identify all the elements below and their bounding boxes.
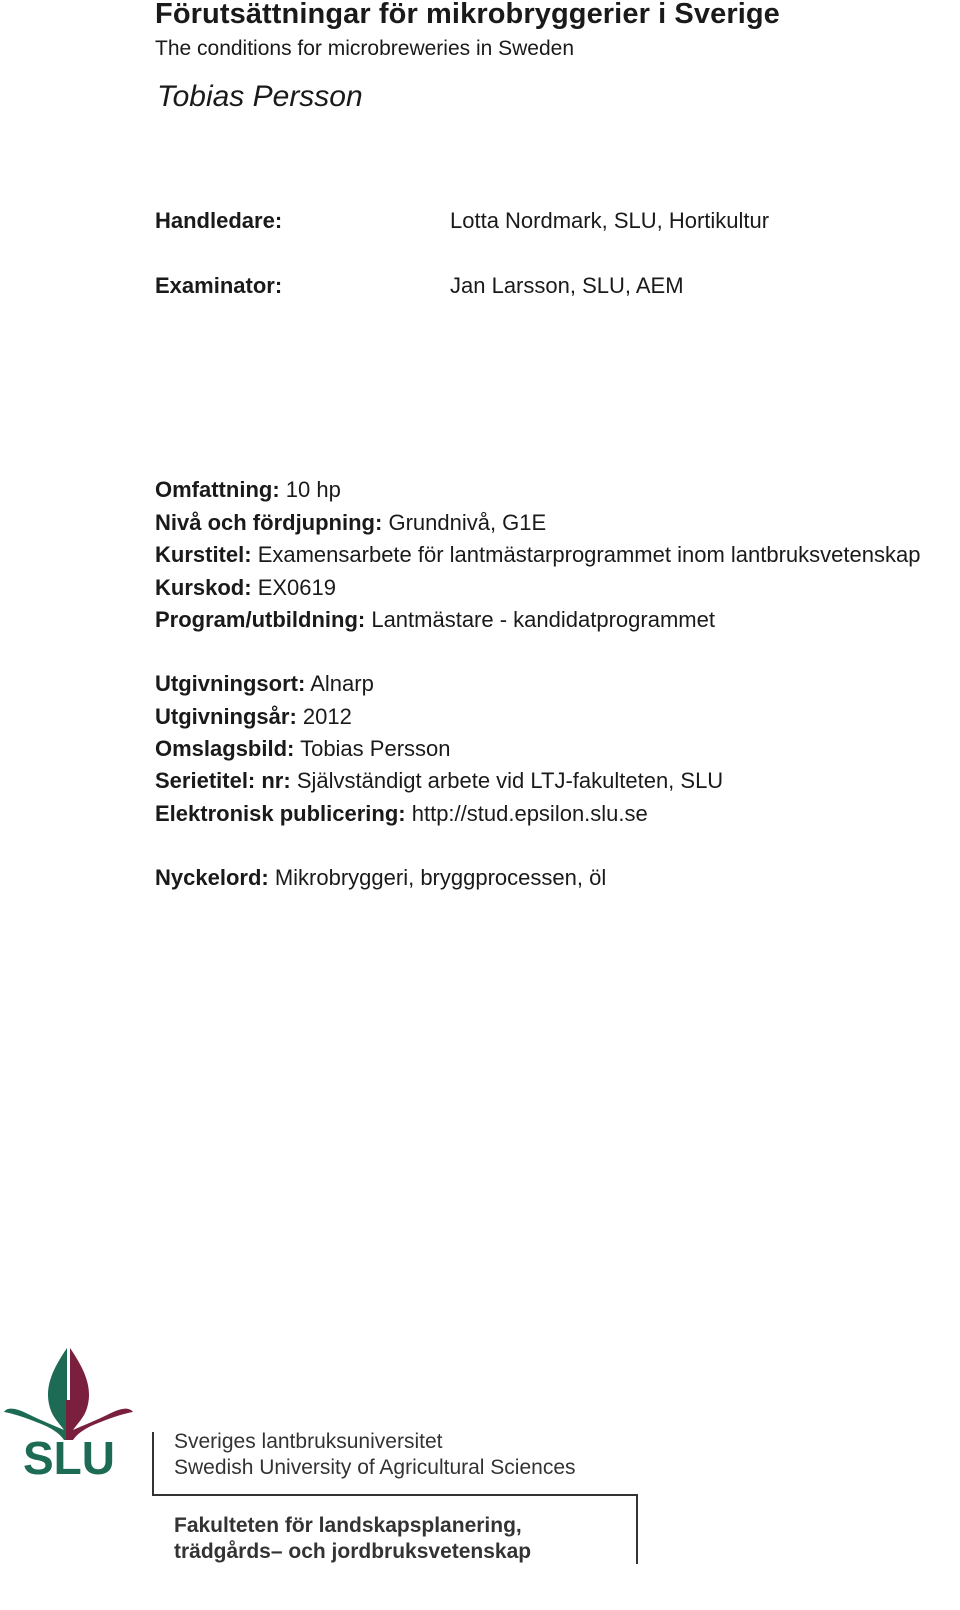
series-label: Serietitel: nr:: [155, 768, 291, 793]
year-value: 2012: [302, 704, 352, 729]
supervisor-value: Lotta Nordmark, SLU, Hortikultur: [450, 208, 770, 233]
slu-logo-icon: [0, 1340, 140, 1485]
scope-label: Omfattning:: [155, 477, 280, 502]
faculty-line-1: Fakulteten för landskapsplanering,: [174, 1514, 522, 1537]
course-code-line: [155, 575, 336, 601]
scope-value: 10 hp: [285, 477, 341, 502]
thesis-title: Förutsättningar för mikrobryggerier i Sverige: [155, 0, 780, 30]
level-label: Nivå och fördjupning:: [155, 510, 383, 535]
series-line: [155, 768, 723, 794]
university-name-en: Swedish University of Agricultural Sciences: [174, 1456, 576, 1479]
program-line: [155, 607, 715, 633]
year-label: Utgivningsår:: [155, 704, 297, 729]
faculty-line-2: trädgårds– och jordbruksvetenskap: [174, 1540, 532, 1563]
epub-link[interactable]: http://stud.epsilon.slu.se: [411, 801, 648, 826]
course-title-label: Kurstitel:: [155, 542, 252, 567]
program-label: Program/utbildning:: [155, 607, 366, 632]
course-code-value: EX0619: [257, 575, 336, 600]
level-value: Grundnivå, G1E: [388, 510, 547, 535]
keywords-line: [155, 865, 606, 891]
supervisor-label: Handledare:: [155, 208, 283, 233]
thesis-subtitle: The conditions for microbreweries in Sweden: [155, 37, 575, 60]
examiner-value: Jan Larsson, SLU, AEM: [450, 273, 684, 298]
place-line: [155, 671, 374, 697]
divider-vertical-1: [152, 1432, 154, 1496]
divider-horizontal: [152, 1494, 638, 1496]
place-value: Alnarp: [310, 671, 374, 696]
course-title-value: Examensarbete för lantmästarprogrammet inom lantbruksvetenskap: [257, 542, 921, 567]
program-value: Lantmästare - kandidatprogrammet: [371, 607, 715, 632]
cover-line: [155, 736, 451, 762]
course-code-label: Kurskod:: [155, 575, 252, 600]
level-line: [155, 510, 546, 536]
course-title-line: [155, 542, 920, 568]
cover-value: Tobias Persson: [300, 736, 451, 761]
examiner-label: Examinator:: [155, 273, 283, 298]
epub-label: Elektronisk publicering:: [155, 801, 406, 826]
logo-text: SLU: [23, 1432, 115, 1484]
logo-maroon-leaf: [70, 1348, 133, 1440]
university-name-sv: Sveriges lantbruksuniversitet: [174, 1430, 443, 1453]
author-name: Tobias Persson: [157, 80, 363, 113]
keywords-label: Nyckelord:: [155, 865, 269, 890]
cover-label: Omslagsbild:: [155, 736, 295, 761]
divider-vertical-2: [636, 1494, 638, 1564]
place-label: Utgivningsort:: [155, 671, 306, 696]
year-line: [155, 704, 352, 730]
scope-line: [155, 477, 341, 503]
logo-green-leaf: [4, 1348, 67, 1440]
epub-line: [155, 801, 648, 827]
series-value: Självständigt arbete vid LTJ-fakulteten, SLU: [296, 768, 724, 793]
keywords-value: Mikrobryggeri, bryggprocessen, öl: [274, 865, 607, 890]
